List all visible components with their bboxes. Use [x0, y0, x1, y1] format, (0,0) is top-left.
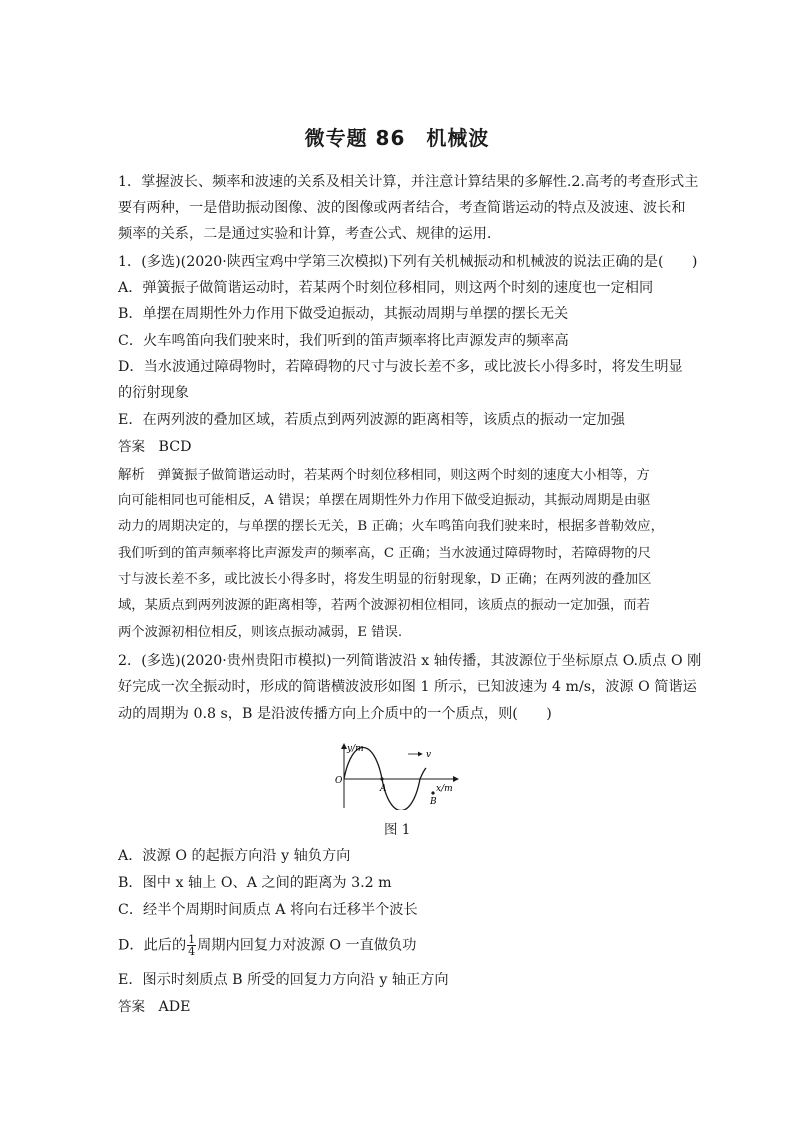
fraction-numerator: 1	[188, 933, 196, 946]
analysis-text: 弹簧振子做简谐运动时，若某两个时刻位移相同，则这两个时刻的速度大小相等，方	[157, 468, 650, 483]
q2-stem-line-2: 好完成一次全振动时，形成的简谐横波波形如图 1 所示，已知波速为 4 m/s，波源 O 简谐运	[118, 679, 697, 695]
figure-caption: 图 1	[384, 822, 411, 838]
q1-option-b: B．单摆在周期性外力作用下做受迫振动，其振动周期与单摆的摆长无关	[118, 306, 569, 322]
q1-analysis-line-7: 两个波源初相位相反，则该点振动减弱，E 错误.	[118, 625, 403, 640]
q1-option-d-line-2: 的衍射现象	[118, 385, 189, 401]
q1-answer	[118, 437, 191, 457]
q1-analysis-line-5: 寸与波长差不多，或比波长小得多时，将发生明显的衍射现象，D 正确；在两列波的叠加区	[118, 572, 652, 587]
intro-line-2: 要有两种，一是借助振动图像、波的图像或两者结合，考查简谐运动的特点及波速、波长和	[118, 200, 686, 216]
x-axis-label: x/m	[436, 784, 453, 794]
q2-option-a: A．波源 O 的起振方向沿 y 轴负方向	[118, 848, 351, 864]
point-b-label: B	[430, 797, 437, 807]
q1-analysis-line-2: 向可能相同也可能相反，A 错误；单摆在周期性外力作用下做受迫振动，其振动周期是由驱	[118, 493, 651, 508]
q2-option-d-suffix: 周期内回复力对波源 O 一直做负功	[197, 937, 417, 954]
q1-analysis-line-6: 域，某质点到两列波源的距离相等，若两个波源初相位相同，该质点的振动一定加强，而若	[118, 598, 650, 613]
q1-option-e: E．在两列波的叠加区域，若质点到两列波源的距离相等，该质点的振动一定加强	[118, 412, 625, 428]
q2-option-b: B．图中 x 轴上 O、A 之间的距离为 3.2 m	[118, 875, 392, 891]
q1-stem: 1．(多选)(2020·陕西宝鸡中学第三次模拟)下列有关机械振动和机械波的说法正确的是( )	[118, 254, 698, 270]
q1-analysis-line-3: 动力的周期决定的，与单摆的摆长无关，B 正确；火车鸣笛向我们驶来时，根据多普勒效应，	[118, 519, 664, 534]
origin-label: O	[335, 776, 343, 786]
answer-value: BCD	[158, 439, 192, 455]
q2-option-c: C．经半个周期时间质点 A 将向右迁移半个波长	[118, 902, 418, 918]
q1-option-c: C．火车鸣笛向我们驶来时，我们听到的笛声频率将比声源发声的频率高	[118, 333, 569, 349]
q2-option-e: E．图示时刻质点 B 所受的回复力方向沿 y 轴正方向	[118, 972, 449, 988]
q2-answer	[118, 997, 191, 1017]
q2-option-d	[118, 934, 416, 957]
answer-label: 答案	[118, 439, 145, 455]
fraction-denominator: 4	[188, 945, 196, 958]
intro-line-3: 频率的关系，二是通过实验和计算，考查公式、规律的运用.	[118, 226, 492, 242]
velocity-label: v	[426, 750, 432, 760]
q1-analysis-line-1	[118, 465, 650, 486]
q1-option-d-line-1: D．当水波通过障碍物时，若障碍物的尺寸与波长差不多，或比波长小得多时，将发生明显	[118, 359, 683, 375]
answer-label: 答案	[118, 999, 145, 1015]
q1-analysis-line-4: 我们听到的笛声频率将比声源发声的频率高，C 正确；当水波通过障碍物时，若障碍物的尺	[118, 546, 651, 561]
page-title: 微专题 86 机械波	[304, 126, 490, 150]
q2-stem-line-3: 动的周期为 0.8 s，B 是沿波传播方向上介质中的一个质点，则( )	[118, 706, 552, 722]
q2-option-d-prefix: D．此后的	[118, 937, 187, 954]
y-axis-label: y/m	[347, 744, 364, 754]
answer-value: ADE	[158, 999, 191, 1015]
q2-stem-line-1: 2．(多选)(2020·贵州贵阳市模拟)一列简谐波沿 x 轴传播，其波源位于坐标原点 O.质点 O 刚	[118, 653, 702, 669]
analysis-label: 解析	[118, 467, 145, 483]
point-a-label: A	[380, 784, 387, 794]
intro-line-1: 1．掌握波长、频率和波速的关系及相关计算，并注意计算结果的多解性.2.高考的考查形式主	[118, 174, 699, 190]
point-a-marker	[380, 777, 383, 780]
wave-figure	[330, 740, 470, 810]
q1-option-a: A．弹簧振子做简谐运动时，若某两个时刻位移相同，则这两个时刻的速度也一定相同	[118, 280, 654, 296]
fraction-one-quarter	[187, 934, 196, 957]
point-b-marker	[431, 791, 434, 794]
